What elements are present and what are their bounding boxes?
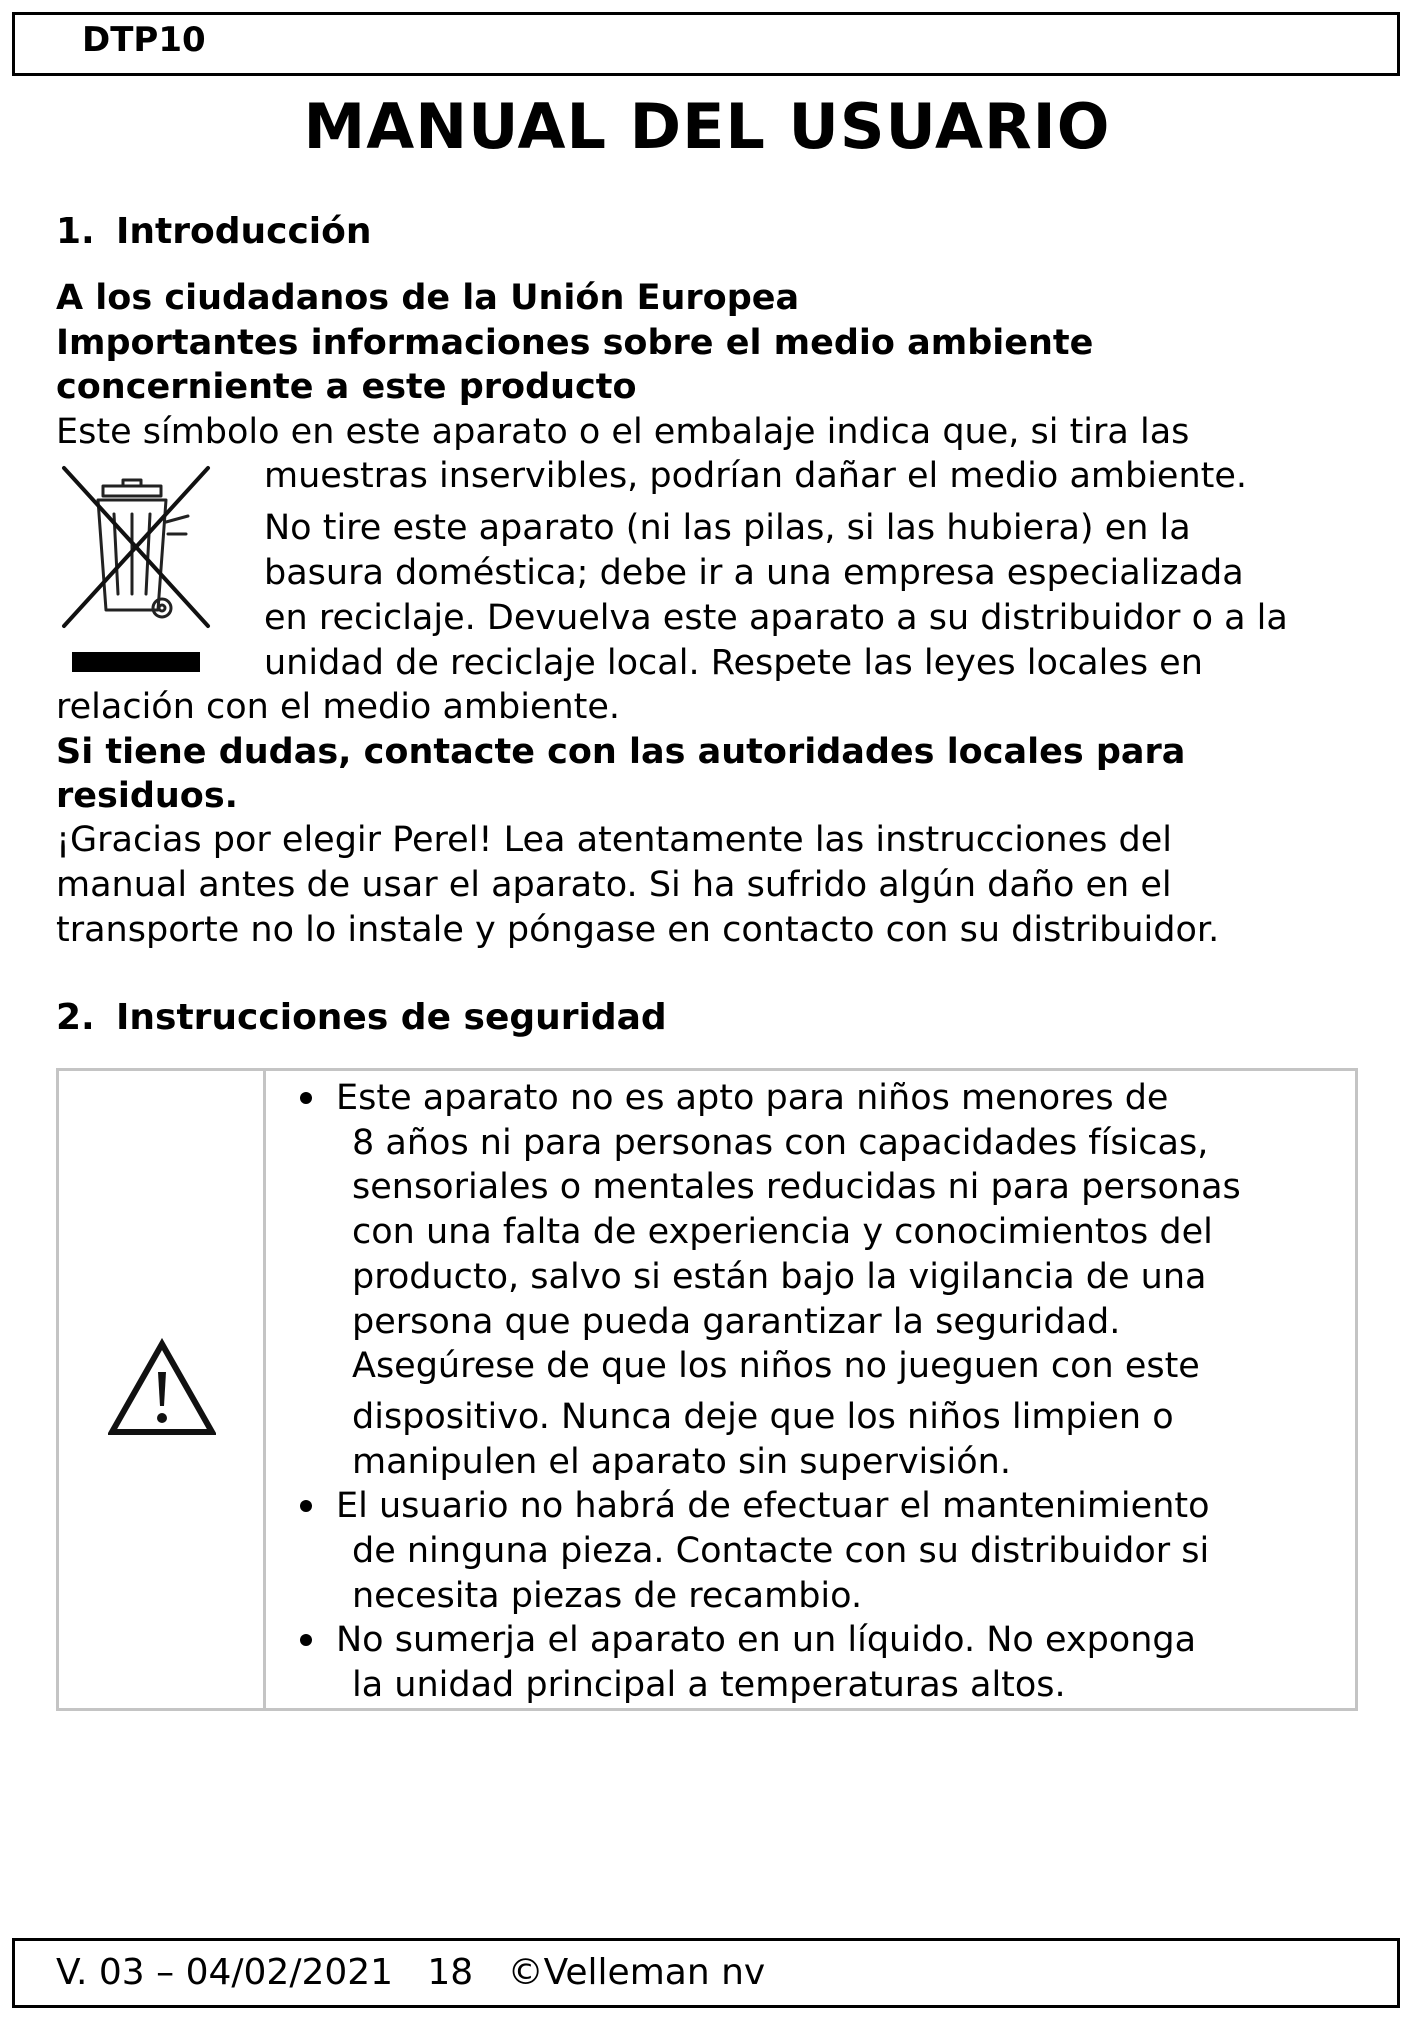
- warning-triangle-icon: [108, 1338, 216, 1438]
- safety-line: Este aparato no es apto para niños menores de: [336, 1078, 1169, 1118]
- paragraph-line: unidad de reciclaje local. Respete las leyes locales en: [264, 643, 1203, 683]
- paragraph-line: muestras inservibles, podrían dañar el medio ambiente.: [264, 456, 1248, 496]
- safety-line: No sumerja el aparato en un líquido. No exponga: [336, 1620, 1197, 1660]
- section-title: Introducción: [116, 211, 372, 252]
- contact-notice-line: Si tiene dudas, contacte con las autoridades locales para: [56, 732, 1186, 772]
- safety-line: El usuario no habrá de efectuar el mantenimiento: [336, 1486, 1210, 1526]
- copyright: ©Velleman nv: [507, 1952, 766, 1993]
- paragraph-line: en reciclaje. Devuelva este aparato a su distribuidor o a la: [264, 598, 1288, 638]
- bullet-point: [300, 1634, 312, 1646]
- paragraph-line: relación con el medio ambiente.: [56, 687, 621, 727]
- model-code: DTP10: [82, 20, 206, 60]
- paragraph-line: manual antes de usar el aparato. Si ha sufrido algún daño en el: [56, 865, 1172, 905]
- safety-line: persona que pueda garantizar la seguridad.: [352, 1302, 1121, 1342]
- paragraph-line: basura doméstica; debe ir a una empresa especializada: [264, 553, 1244, 593]
- paragraph-line: transporte no lo instale y póngase en contacto con su distribuidor.: [56, 910, 1220, 950]
- paragraph-line: ¡Gracias por elegir Perel! Lea atentamente las instrucciones del: [56, 820, 1172, 860]
- safety-line: con una falta de experiencia y conocimientos del: [352, 1212, 1213, 1252]
- version-date: V. 03 – 04/02/2021: [56, 1952, 394, 1993]
- environment-title-line: Importantes informaciones sobre el medio ambiente: [56, 323, 1094, 363]
- section-2-heading: [56, 996, 667, 1040]
- crossed-out-wheelie-bin-icon: [58, 462, 214, 677]
- paragraph-line: Este símbolo en este aparato o el embalaje indica que, si tira las: [56, 412, 1190, 452]
- environment-title-line: concerniente a este producto: [56, 367, 637, 407]
- safety-line: 8 años ni para personas con capacidades físicas,: [352, 1123, 1209, 1163]
- contact-notice-line: residuos.: [56, 776, 238, 816]
- safety-line: necesita piezas de recambio.: [352, 1576, 863, 1616]
- header-frame: [12, 12, 1400, 76]
- section-number: 1.: [56, 211, 95, 252]
- table-divider: [263, 1068, 266, 1711]
- section-1-heading: [56, 210, 372, 254]
- safety-line: sensoriales o mentales reducidas ni para personas: [352, 1167, 1241, 1207]
- footer-text: [56, 1951, 765, 1995]
- paragraph-line: No tire este aparato (ni las pilas, si las hubiera) en la: [264, 508, 1191, 548]
- page-number: 18: [427, 1952, 474, 1993]
- page-title: MANUAL DEL USUARIO: [303, 90, 1111, 163]
- safety-line: Asegúrese de que los niños no jueguen con este: [352, 1346, 1200, 1386]
- section-title: Instrucciones de seguridad: [116, 997, 667, 1038]
- safety-line: producto, salvo si están bajo la vigilancia de una: [352, 1257, 1207, 1297]
- bullet-point: [300, 1500, 312, 1512]
- safety-line: manipulen el aparato sin supervisión.: [352, 1442, 1011, 1482]
- bullet-point: [300, 1092, 312, 1104]
- safety-line: la unidad principal a temperaturas altos.: [352, 1665, 1066, 1705]
- eu-citizens-title: A los ciudadanos de la Unión Europea: [56, 278, 800, 318]
- section-number: 2.: [56, 997, 95, 1038]
- safety-line: de ninguna pieza. Contacte con su distribuidor si: [352, 1531, 1210, 1571]
- safety-line: dispositivo. Nunca deje que los niños limpien o: [352, 1397, 1174, 1437]
